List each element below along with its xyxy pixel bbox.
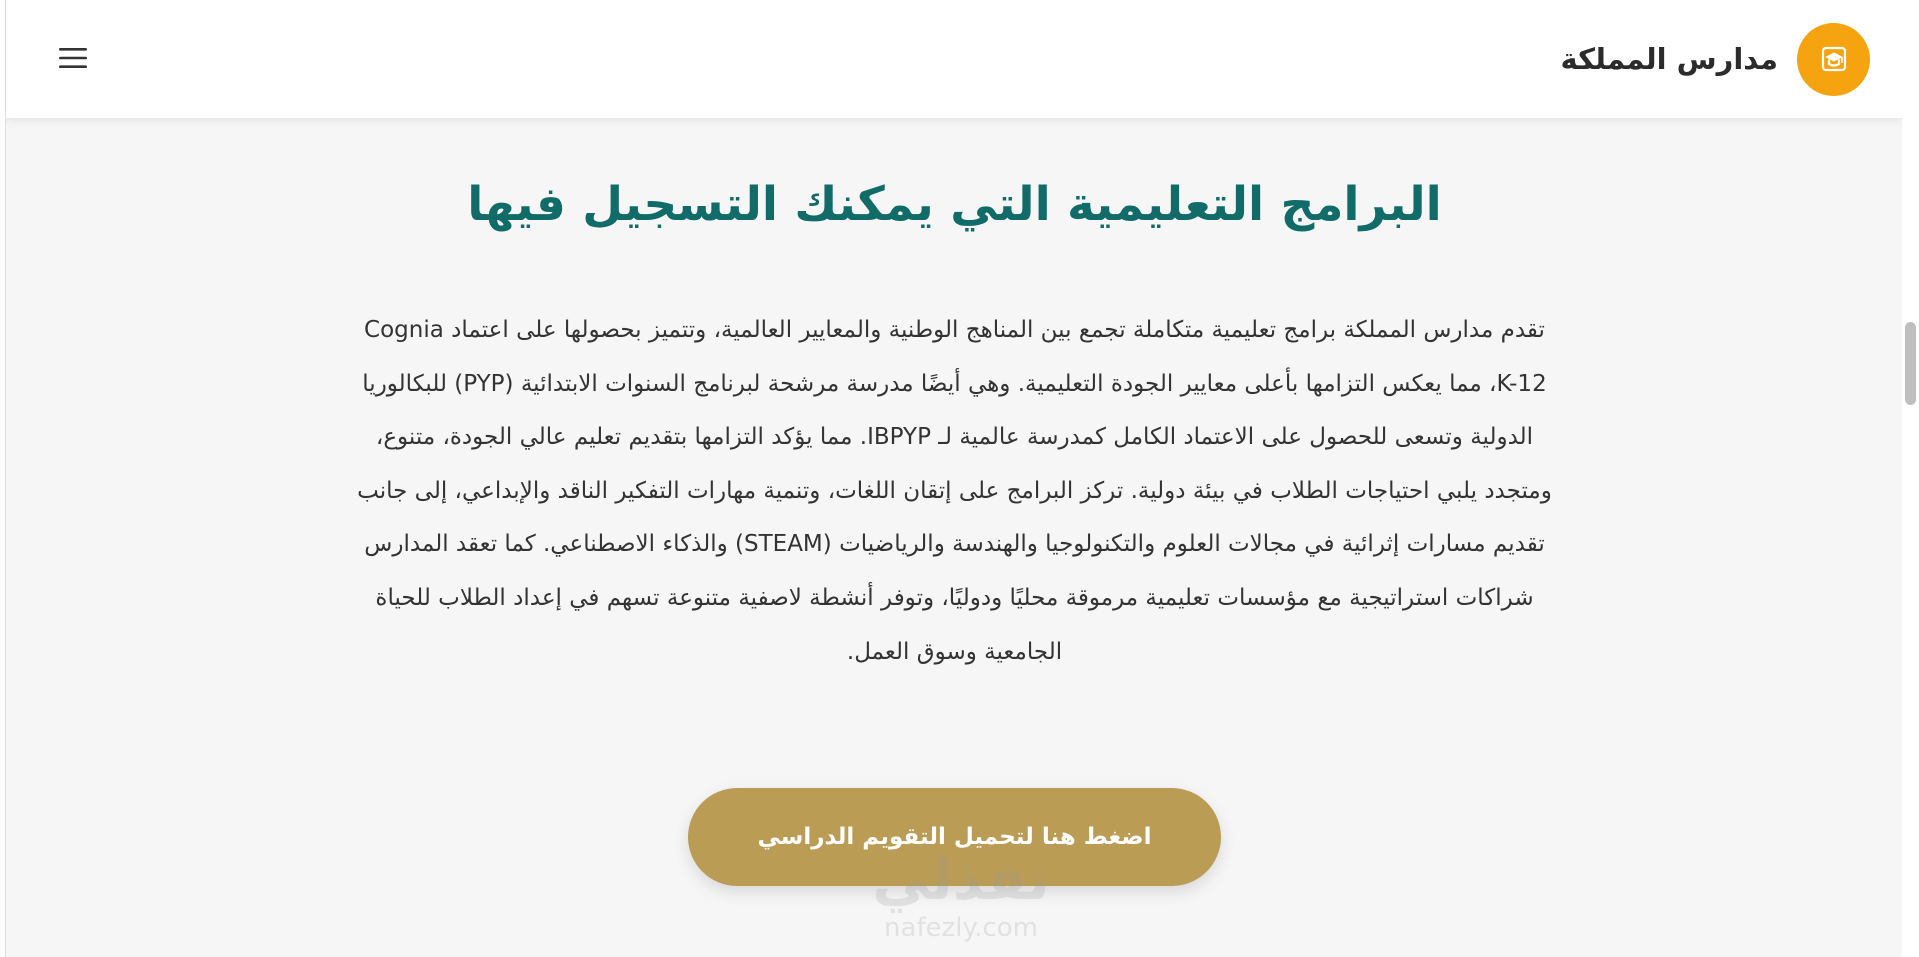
section-description: تقدم مدارس المملكة برامج تعليمية متكاملة تجمع بين المناهج الوطنية والمعايير العالمية، وتتميز بحصولها على اعتماد Cognia K-12، مما يعكس التزامها بأعلى معايير الجودة التعليمية. وهي أيضًا مدرسة مرشحة لبرنامج السنوات الابتدائية (PYP) للبكالوريا الدولية وتسعى للحصول على الاعتماد الكامل كمدرسة عالمية لـ IBPYP. مما يؤكد التزامها بتقديم تعليم عالي الجودة، متنوع، ومتجدد يلبي احتياجات الطلاب في بيئة دولية. تركز البرامج على إتقان اللغات، وتنمية مهارات التفكير الناقد والإبداعي، إلى جانب تقديم مسارات إثرائية في مجالات العلوم والتكنولوجيا والهندسة والرياضيات (STEAM) والذكاء الاصطناعي. كما تعقد المدارس شراكات استراتيجية مع مؤسسات تعليمية مرموقة محليًا ودوليًا، وتوفر أنشطة لاصفية متنوعة تسهم في إعداد الطلاب للحياة الجامعية وسوق العمل.: [357, 317, 1552, 665]
download-calendar-button[interactable]: [688, 788, 1221, 886]
brand[interactable]: [1561, 22, 1870, 96]
brand-name: مدارس المملكة: [1560, 42, 1778, 76]
navbar: [6, 0, 1903, 118]
watermark-latin: nafezly.com: [884, 913, 1038, 943]
graduation-cap-icon: [1797, 23, 1870, 96]
programs-section: [6, 118, 1903, 957]
browser-viewport: [5, 0, 1904, 957]
scrollbar-thumb[interactable]: [1905, 322, 1916, 405]
watermark-arabic: نفذلي: [872, 845, 1050, 913]
scrollbar[interactable]: [1902, 0, 1919, 957]
download-calendar-button-label: اضغط هنا لتحميل التقويم الدراسي: [757, 824, 1152, 850]
section-title: البرامج التعليمية التي يمكنك التسجيل فيها: [467, 177, 1442, 232]
hamburger-menu-icon[interactable]: [56, 42, 90, 74]
